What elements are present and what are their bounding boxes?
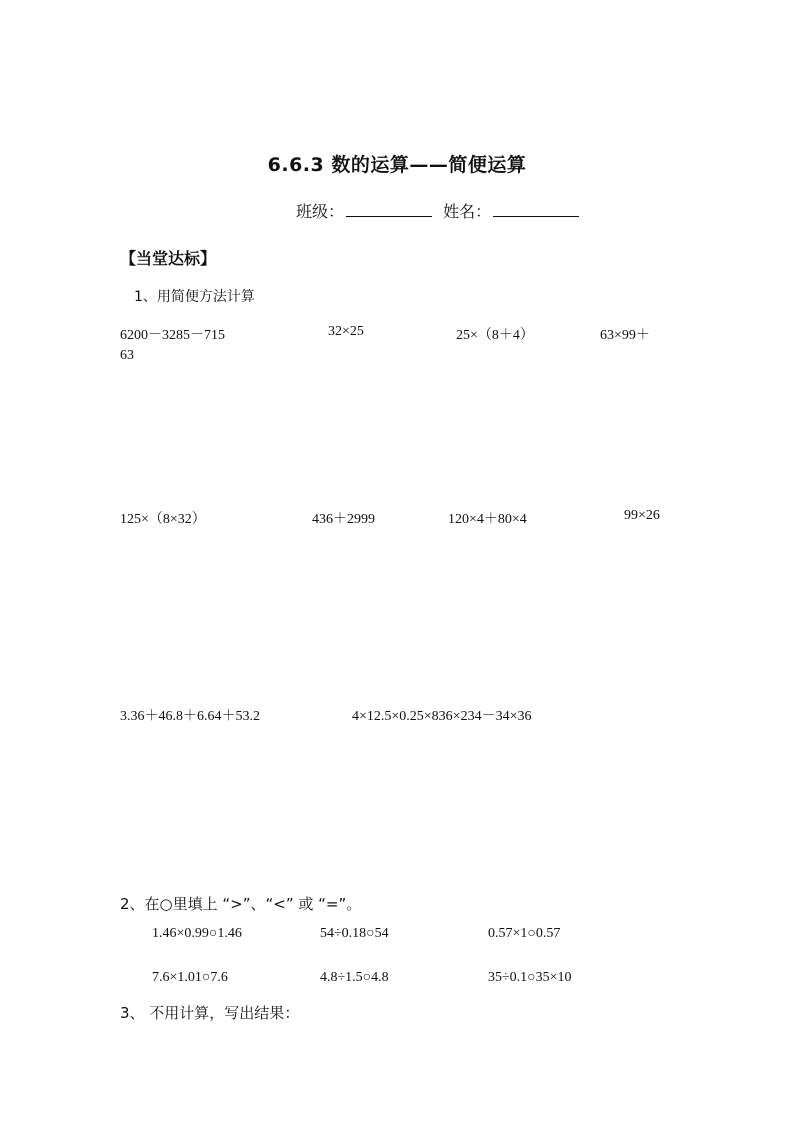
problem-1-10: 4×12.5×0.25×836×234－34×36 [352, 709, 532, 724]
problem-1-2: 32×25 [328, 324, 364, 339]
compare-4: 7.6×1.01○7.6 [152, 970, 228, 985]
compare-1: 1.46×0.99○1.46 [152, 926, 242, 941]
name-blank[interactable] [493, 198, 579, 217]
compare-6: 35÷0.1○35×10 [488, 970, 572, 985]
page-title: 6.6.3 数的运算——简便运算 [267, 154, 527, 176]
problem-1-4: 63×99＋ [600, 328, 650, 343]
section-header: 【当堂达标】 [120, 249, 217, 268]
question-2-title: 2、在○里填上 “>”、“<” 或 “=”。 [120, 895, 362, 913]
problem-1-1: 6200－3285－715 [120, 328, 225, 343]
compare-3: 0.57×1○0.57 [488, 926, 561, 941]
problem-1-3: 25×（8＋4） [456, 328, 534, 343]
question-1-title: 1、用简便方法计算 [134, 289, 255, 305]
name-label: 姓名： [443, 202, 492, 221]
problem-1-8: 99×26 [624, 508, 660, 523]
problem-1-7: 120×4＋80×4 [448, 512, 527, 527]
compare-5: 4.8÷1.5○4.8 [320, 970, 389, 985]
question-3-title: 3、 不用计算，写出结果： [120, 1004, 300, 1022]
problem-1-4-cont: 63 [120, 348, 134, 363]
compare-2: 54÷0.18○54 [320, 926, 389, 941]
class-blank[interactable] [346, 198, 432, 217]
problem-1-9: 3.36＋46.8＋6.64＋53.2 [120, 709, 260, 724]
student-info [296, 198, 585, 222]
problem-1-5: 125×（8×32） [120, 512, 206, 527]
class-label: 班级： [296, 202, 345, 221]
problem-1-6: 436＋2999 [312, 512, 375, 527]
